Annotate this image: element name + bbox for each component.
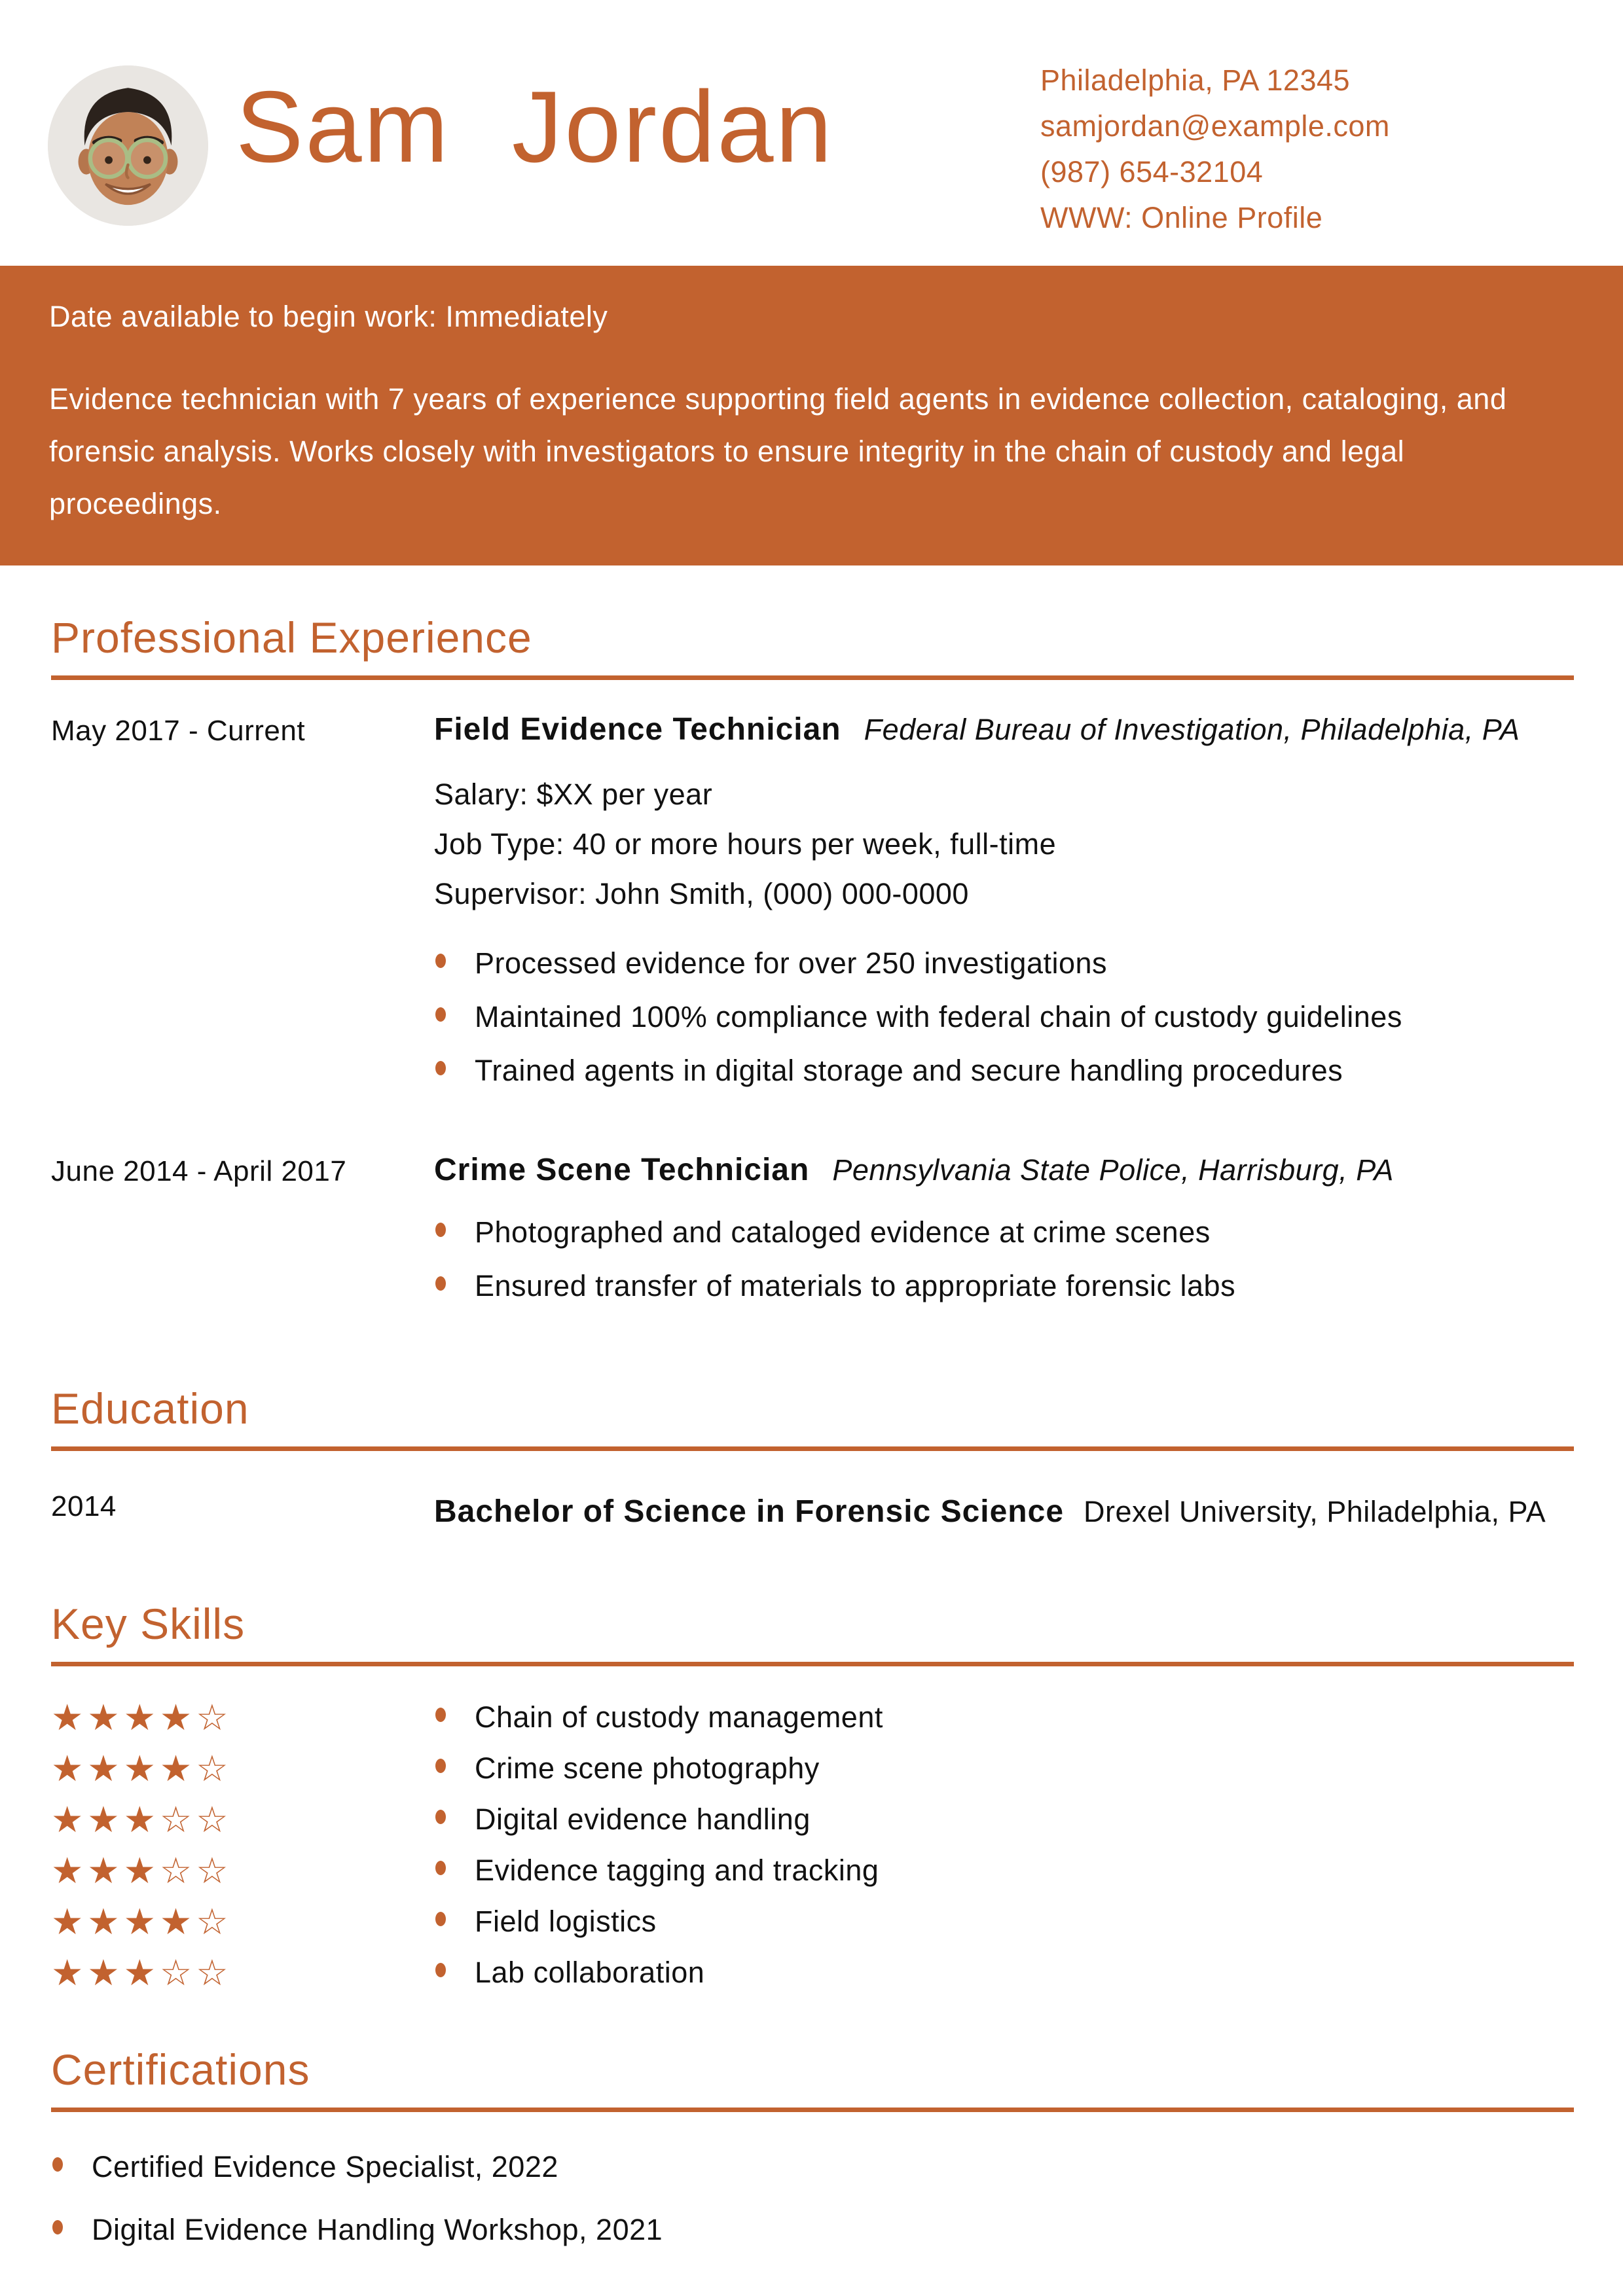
- job-body: [434, 711, 1574, 1106]
- contact-block: [1040, 58, 1390, 241]
- summary-text: Evidence technician with 7 years of experience supporting field agents in evidence collection, cataloging, and forensic analysis. Works closely with investigators to ensure integrity in the chain of custody and legal proceedings.: [49, 382, 1507, 520]
- job-title: Crime Scene Technician: [434, 1153, 810, 1187]
- section-key-skills: [51, 1599, 1574, 1994]
- education-year: 2014: [51, 1490, 117, 1522]
- job-bullet-list: [434, 945, 1574, 1089]
- skills-list: [51, 1696, 1574, 1994]
- certification-item: Certified Evidence Specialist, 2022: [51, 2149, 1574, 2185]
- main-content: [0, 613, 1623, 2248]
- skill-row: [51, 1750, 1574, 1787]
- section-experience: [51, 613, 1574, 1321]
- job-detail-jobtype: Job Type: 40 or more hours per week, full-time: [434, 827, 1057, 861]
- skill-label: Chain of custody management: [434, 1699, 883, 1736]
- skill-rating-stars: ★★★★☆: [51, 1901, 232, 1943]
- job-bullet: Maintained 100% compliance with federal chain of custody guidelines: [434, 999, 1574, 1035]
- profile-photo-illustration: [48, 65, 208, 226]
- contact-website-link[interactable]: WWW: Online Profile: [1040, 201, 1323, 234]
- job-title: Field Evidence Technician: [434, 712, 841, 747]
- header: [0, 0, 1623, 266]
- skill-rating-stars: ★★★★☆: [51, 1696, 232, 1738]
- education-school: Drexel University, Philadelphia, PA: [1084, 1495, 1546, 1528]
- skill-label: Evidence tagging and tracking: [434, 1852, 879, 1889]
- section-certifications: [51, 2045, 1574, 2248]
- skill-rating-stars: ★★★☆☆: [51, 1799, 232, 1840]
- job-employer: Federal Bureau of Investigation, Philadelphia, PA: [864, 713, 1520, 746]
- availability-text: Date available to begin work: Immediately: [49, 300, 608, 333]
- skill-label: Field logistics: [434, 1903, 657, 1940]
- skills-section-title: Key Skills: [51, 1599, 1574, 1666]
- job-bullet: Photographed and cataloged evidence at crime scenes: [434, 1214, 1574, 1251]
- skill-rating-stars: ★★★★☆: [51, 1748, 232, 1789]
- experience-section-title: Professional Experience: [51, 613, 1574, 680]
- job-details: [434, 770, 1574, 919]
- job-dates: May 2017 - Current: [51, 715, 306, 747]
- education-degree: Bachelor of Science in Forensic Science: [434, 1494, 1065, 1529]
- contact-email-link[interactable]: samjordan@example.com: [1040, 109, 1390, 143]
- skill-row: [51, 1850, 1574, 1892]
- education-section-title: Education: [51, 1384, 1574, 1451]
- contact-location: Philadelphia, PA 12345: [1040, 63, 1351, 97]
- summary-banner: [0, 266, 1623, 565]
- job-body: [434, 1152, 1574, 1321]
- skill-rating-stars: ★★★☆☆: [51, 1850, 232, 1892]
- skill-label: Digital evidence handling: [434, 1801, 811, 1838]
- job-entry: [51, 1152, 1574, 1321]
- job-employer: Pennsylvania State Police, Harrisburg, PA: [832, 1153, 1394, 1187]
- certification-item: Digital Evidence Handling Workshop, 2021: [51, 2212, 1574, 2248]
- contact-phone: (987) 654-32104: [1040, 155, 1264, 188]
- skill-rating-stars: ★★★☆☆: [51, 1952, 232, 1994]
- job-bullet: Trained agents in digital storage and secure handling procedures: [434, 1052, 1574, 1089]
- job-title-line: [434, 711, 1574, 747]
- certifications-section-title: Certifications: [51, 2045, 1574, 2112]
- skill-row: [51, 1696, 1574, 1738]
- skill-row: [51, 1901, 1574, 1943]
- skill-label: Crime scene photography: [434, 1750, 820, 1787]
- job-title-line: [434, 1152, 1574, 1188]
- skill-label: Lab collaboration: [434, 1954, 704, 1991]
- job-detail-salary: Salary: $XX per year: [434, 778, 713, 811]
- candidate-name: Sam Jordan: [236, 70, 834, 183]
- job-bullet: Processed evidence for over 250 investigations: [434, 945, 1574, 982]
- section-education: [51, 1384, 1574, 1537]
- education-body: [434, 1487, 1574, 1537]
- job-bullet-list: [434, 1214, 1574, 1304]
- job-dates: June 2014 - April 2017: [51, 1155, 347, 1187]
- job-bullet: Ensured transfer of materials to appropriate forensic labs: [434, 1268, 1574, 1304]
- certifications-list: [51, 2149, 1574, 2248]
- education-entry: [51, 1487, 1574, 1537]
- skill-row: [51, 1801, 1574, 1838]
- skill-row: [51, 1952, 1574, 1994]
- profile-photo: [48, 65, 208, 226]
- job-detail-supervisor: Supervisor: John Smith, (000) 000-0000: [434, 877, 969, 910]
- job-entry: [51, 711, 1574, 1106]
